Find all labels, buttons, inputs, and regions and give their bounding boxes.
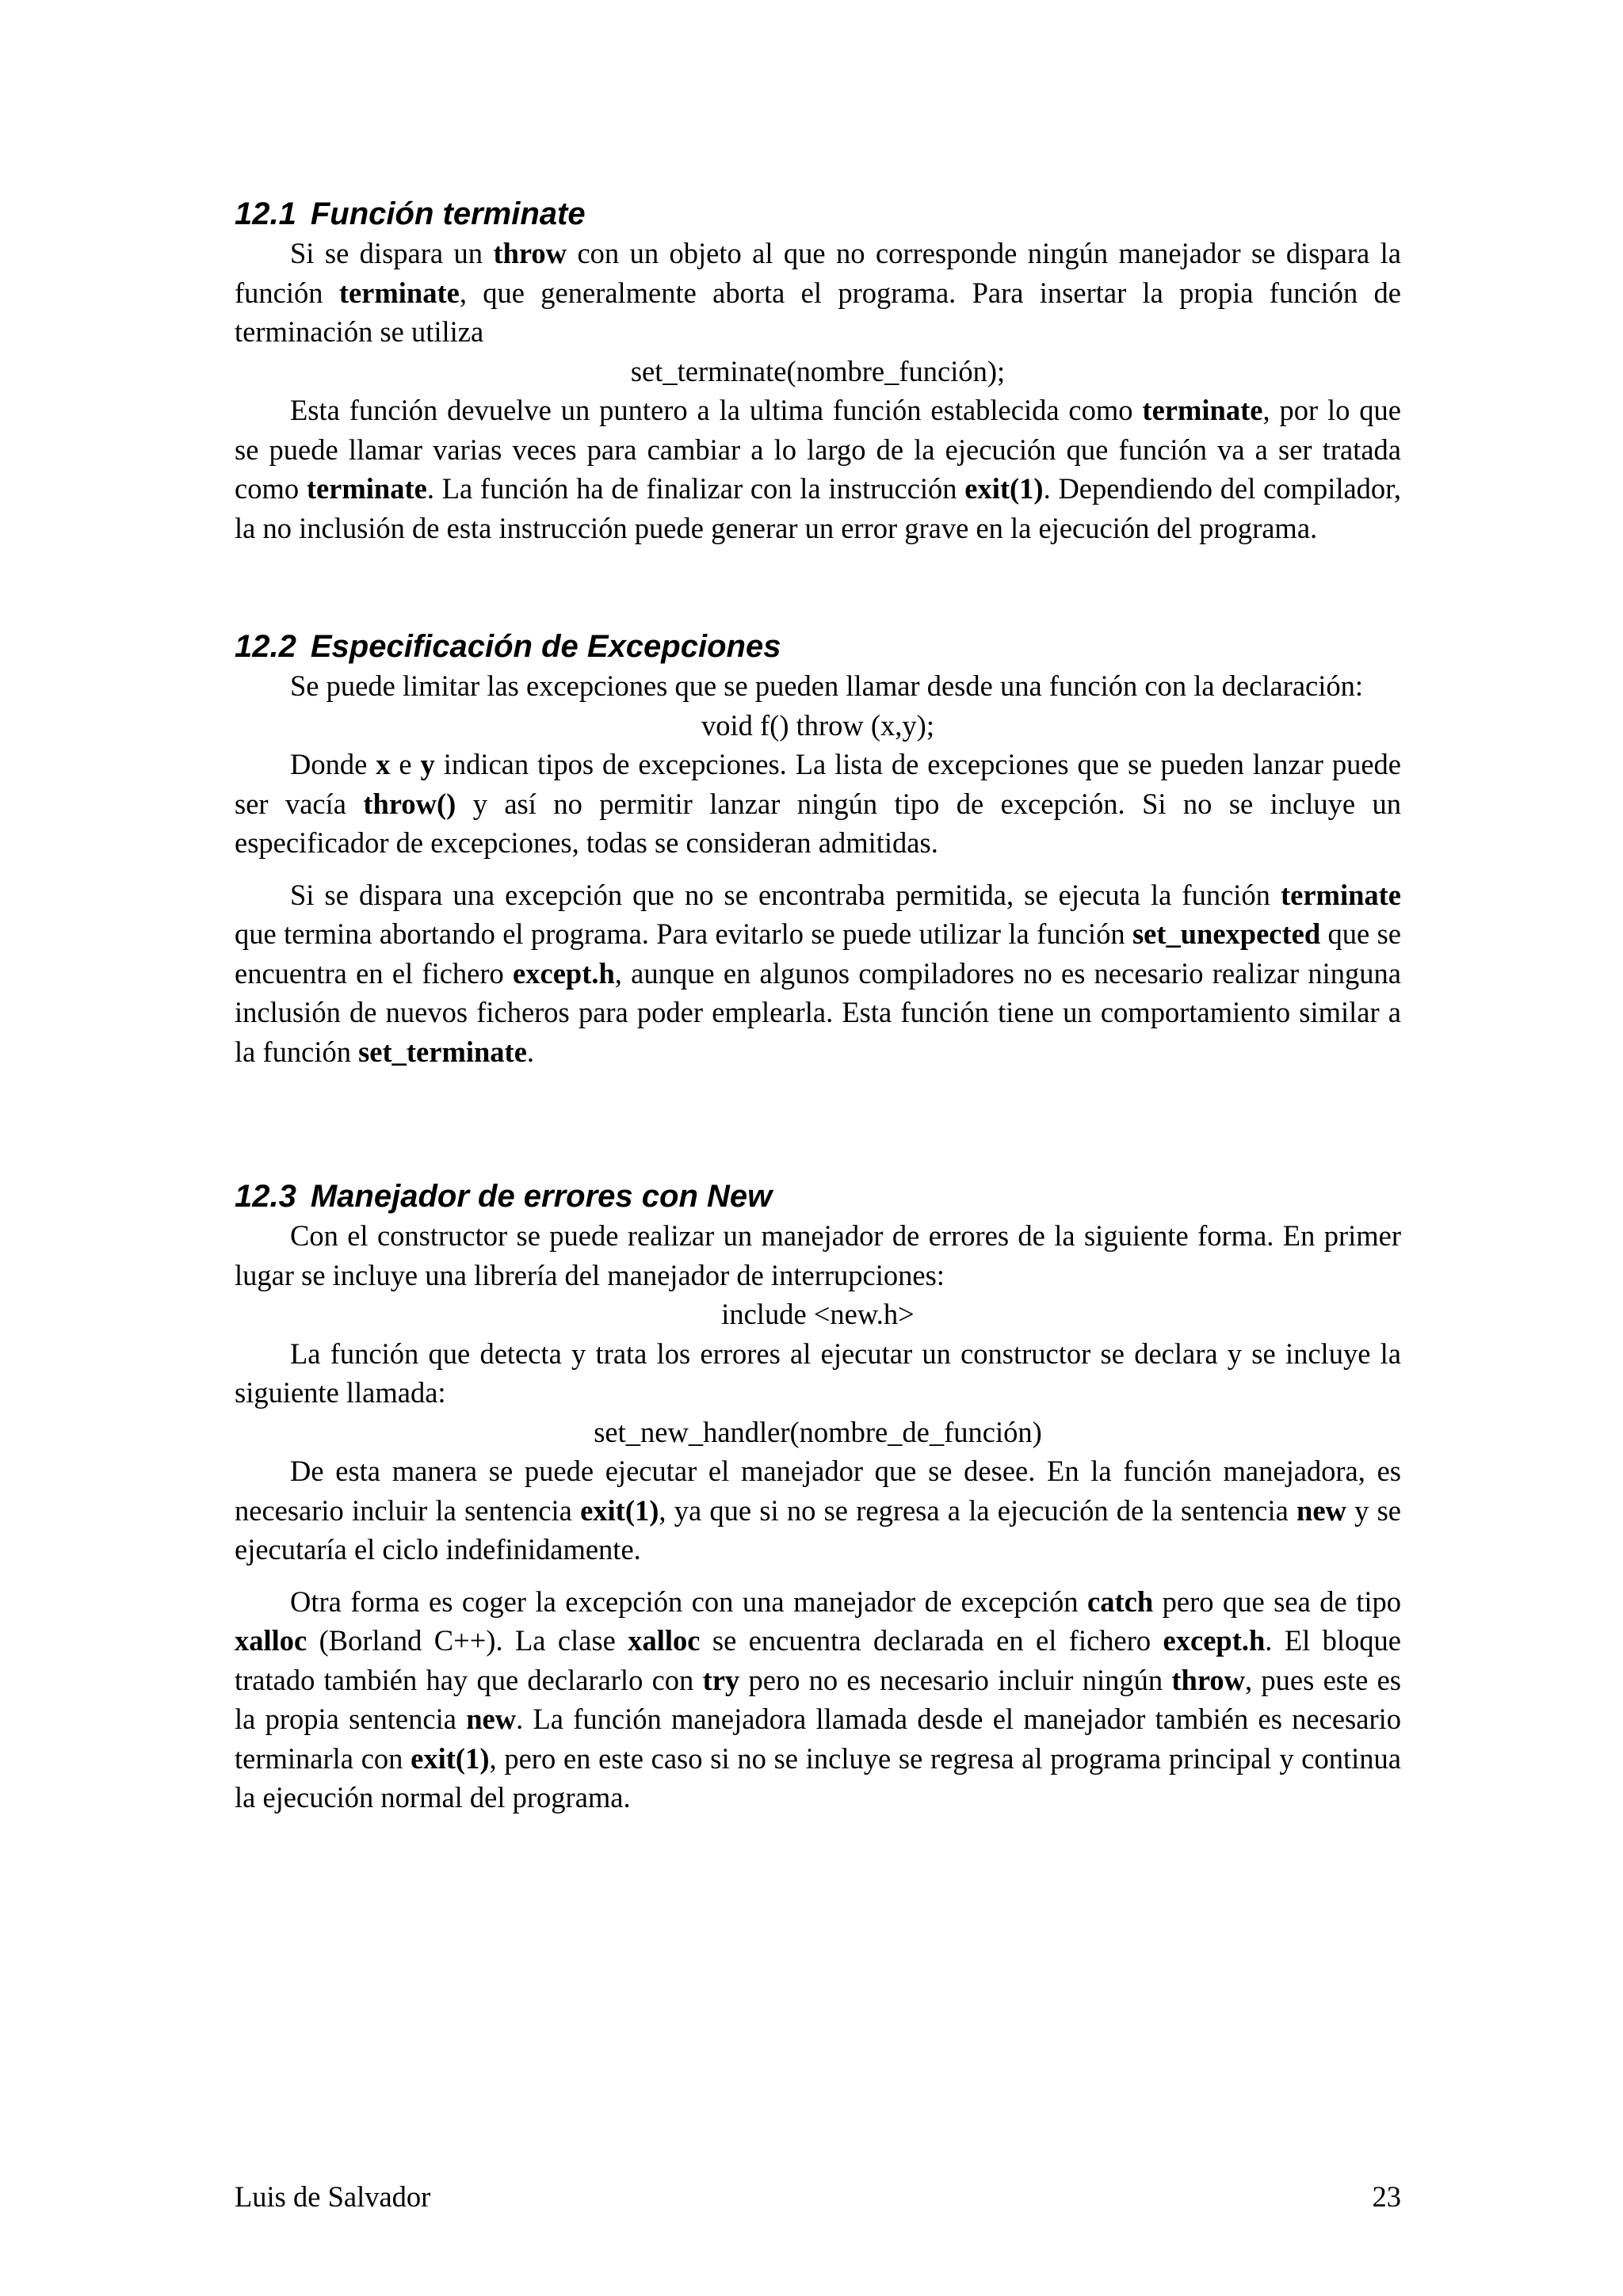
text-run: include <new.h>	[721, 1298, 915, 1330]
section-number: 12.3	[235, 1179, 296, 1214]
text-run: . Dependiendo del compilador, la no inclusión de esta instrucción puede generar un error grave en la ejecución del programa.	[235, 472, 1402, 544]
text-run: , que generalmente aborta el programa. Para insertar la propia función de terminación se utiliza	[235, 276, 1401, 348]
bold-term: terminate	[1280, 878, 1401, 911]
text-run: , pero en este caso si no se incluye se regresa al programa principal y continua la ejecución normal del programa.	[235, 1741, 1401, 1814]
text-run: Si se dispara un	[290, 237, 494, 269]
text-run: se encuentra declarada en el fichero	[700, 1624, 1163, 1657]
section-title: Función terminate	[310, 196, 586, 231]
section-12-3	[235, 1177, 1401, 1817]
text-run: Donde	[290, 748, 376, 780]
body-paragraph	[235, 875, 1401, 1072]
section-number: 12.2	[235, 629, 296, 664]
text-run: pero que sea de tipo	[1153, 1585, 1401, 1618]
body-paragraph	[235, 391, 1401, 547]
bold-term: new	[466, 1703, 517, 1735]
body-paragraph	[235, 1334, 1401, 1413]
bold-term: terminate	[1142, 394, 1263, 426]
bold-term: terminate	[338, 276, 460, 309]
body-paragraph	[235, 1451, 1401, 1569]
text-run: pero no es necesario incluir ningún	[739, 1663, 1172, 1696]
text-run: . El bloque tratado también hay que declararlo con	[235, 1624, 1401, 1696]
text-run: .	[526, 1035, 535, 1068]
section-body	[235, 666, 1401, 1071]
section-12-1	[235, 194, 1401, 547]
bold-term: xalloc	[235, 1624, 307, 1657]
text-run: Se puede limitar las excepciones que se pueden llamar desde una función con la declaración:	[290, 669, 1364, 702]
text-run: , aunque en algunos compiladores no es necesario realizar ninguna inclusión de nuevos ficheros para poder emplearla. Esta función tiene un comportamiento similar a la función	[235, 956, 1401, 1068]
text-run: Si se dispara una excepción que no se encontraba permitida, se ejecuta la función	[290, 878, 1281, 911]
text-run: . La función ha de finalizar con la instrucción	[426, 472, 965, 505]
text-run: e	[390, 748, 421, 780]
bold-term: exit(1)	[411, 1741, 490, 1775]
bold-term: terminate	[306, 472, 427, 505]
bold-term: except.h	[1163, 1624, 1266, 1657]
text-run: , por lo que se puede llamar varias veces para cambiar a lo largo de la ejecución que función va a ser tratada como	[235, 394, 1401, 505]
footer-author: Luis de Salvador	[235, 2180, 431, 2213]
section-number: 12.1	[235, 196, 296, 231]
bold-term: x	[376, 748, 391, 780]
bold-term: try	[702, 1663, 740, 1696]
code-line	[235, 1413, 1401, 1452]
text-run: Esta función devuelve un puntero a la ultima función establecida como	[290, 394, 1143, 426]
text-run: , pues este es la propia sentencia	[235, 1663, 1401, 1735]
bold-term: y	[420, 748, 435, 780]
text-run: set_terminate(nombre_función);	[630, 354, 1006, 387]
body-paragraph	[235, 745, 1401, 863]
text-run: void f() throw (x,y);	[701, 708, 934, 742]
section-heading	[235, 194, 1401, 234]
text-run: (Borland C++). La clase	[307, 1624, 628, 1657]
section-12-2	[235, 627, 1401, 1071]
text-run: Otra forma es coger la excepción con una manejador de excepción	[290, 1585, 1088, 1618]
text-run: que se encuentra en el fichero	[235, 917, 1401, 990]
bold-term: set_unexpected	[1132, 917, 1321, 950]
section-heading	[235, 627, 1401, 666]
text-run: . La función manejadora llamada desde el manejador también es necesario terminarla con	[235, 1703, 1401, 1775]
text-run: y se ejecutaría el ciclo indefinidamente.	[235, 1493, 1401, 1566]
body-paragraph	[235, 234, 1401, 352]
bold-term: exit(1)	[580, 1493, 659, 1527]
page-number: 23	[1372, 2180, 1401, 2213]
bold-term: new	[1296, 1493, 1346, 1527]
section-title: Especificación de Excepciones	[310, 629, 781, 664]
text-run: De esta manera se puede ejecutar el manejador que se desee. En la función manejadora, es necesario incluir la sentencia	[235, 1455, 1401, 1527]
bold-term: catch	[1087, 1585, 1154, 1618]
text-run: La función que detecta y trata los errores al ejecutar un constructor se declara y se incluye la siguiente llamada:	[235, 1337, 1401, 1409]
text-run: set_new_handler(nombre_de_función)	[594, 1415, 1042, 1448]
text-run: Con el constructor se puede realizar un manejador de errores de la siguiente forma. En primer lugar se incluye una librería del manejador de interrupciones:	[235, 1219, 1401, 1291]
bold-term: throw	[1171, 1663, 1245, 1696]
body-paragraph	[235, 666, 1401, 706]
body-paragraph	[235, 1582, 1401, 1817]
page-footer	[235, 2177, 1401, 2217]
bold-term: throw	[493, 237, 567, 269]
code-line	[235, 706, 1401, 746]
bold-term: except.h	[513, 956, 615, 990]
text-run: y así no permitir lanzar ningún tipo de excepción. Si no se incluye un especificador de excepciones, todas se consideran admitidas.	[235, 787, 1401, 859]
bold-term: set_terminate	[358, 1035, 527, 1068]
code-line	[235, 1295, 1401, 1334]
section-title: Manejador de errores con New	[310, 1179, 773, 1214]
text-run: que termina abortando el programa. Para evitarlo se puede utilizar la función	[235, 917, 1132, 950]
text-run: , ya que si no se regresa a la ejecución de la sentencia	[659, 1493, 1297, 1527]
code-line	[235, 352, 1401, 391]
section-body	[235, 1216, 1401, 1817]
bold-term: xalloc	[628, 1624, 701, 1657]
text-run: con un objeto al que no corresponde ningún manejador se dispara la función	[235, 237, 1402, 309]
body-paragraph	[235, 1216, 1401, 1295]
bold-term: exit(1)	[964, 472, 1044, 505]
section-heading	[235, 1177, 1401, 1216]
section-body	[235, 234, 1401, 547]
bold-term: throw()	[363, 787, 456, 820]
text-run: indican tipos de excepciones. La lista de excepciones que se pueden lanzar puede ser vacía	[235, 748, 1401, 820]
